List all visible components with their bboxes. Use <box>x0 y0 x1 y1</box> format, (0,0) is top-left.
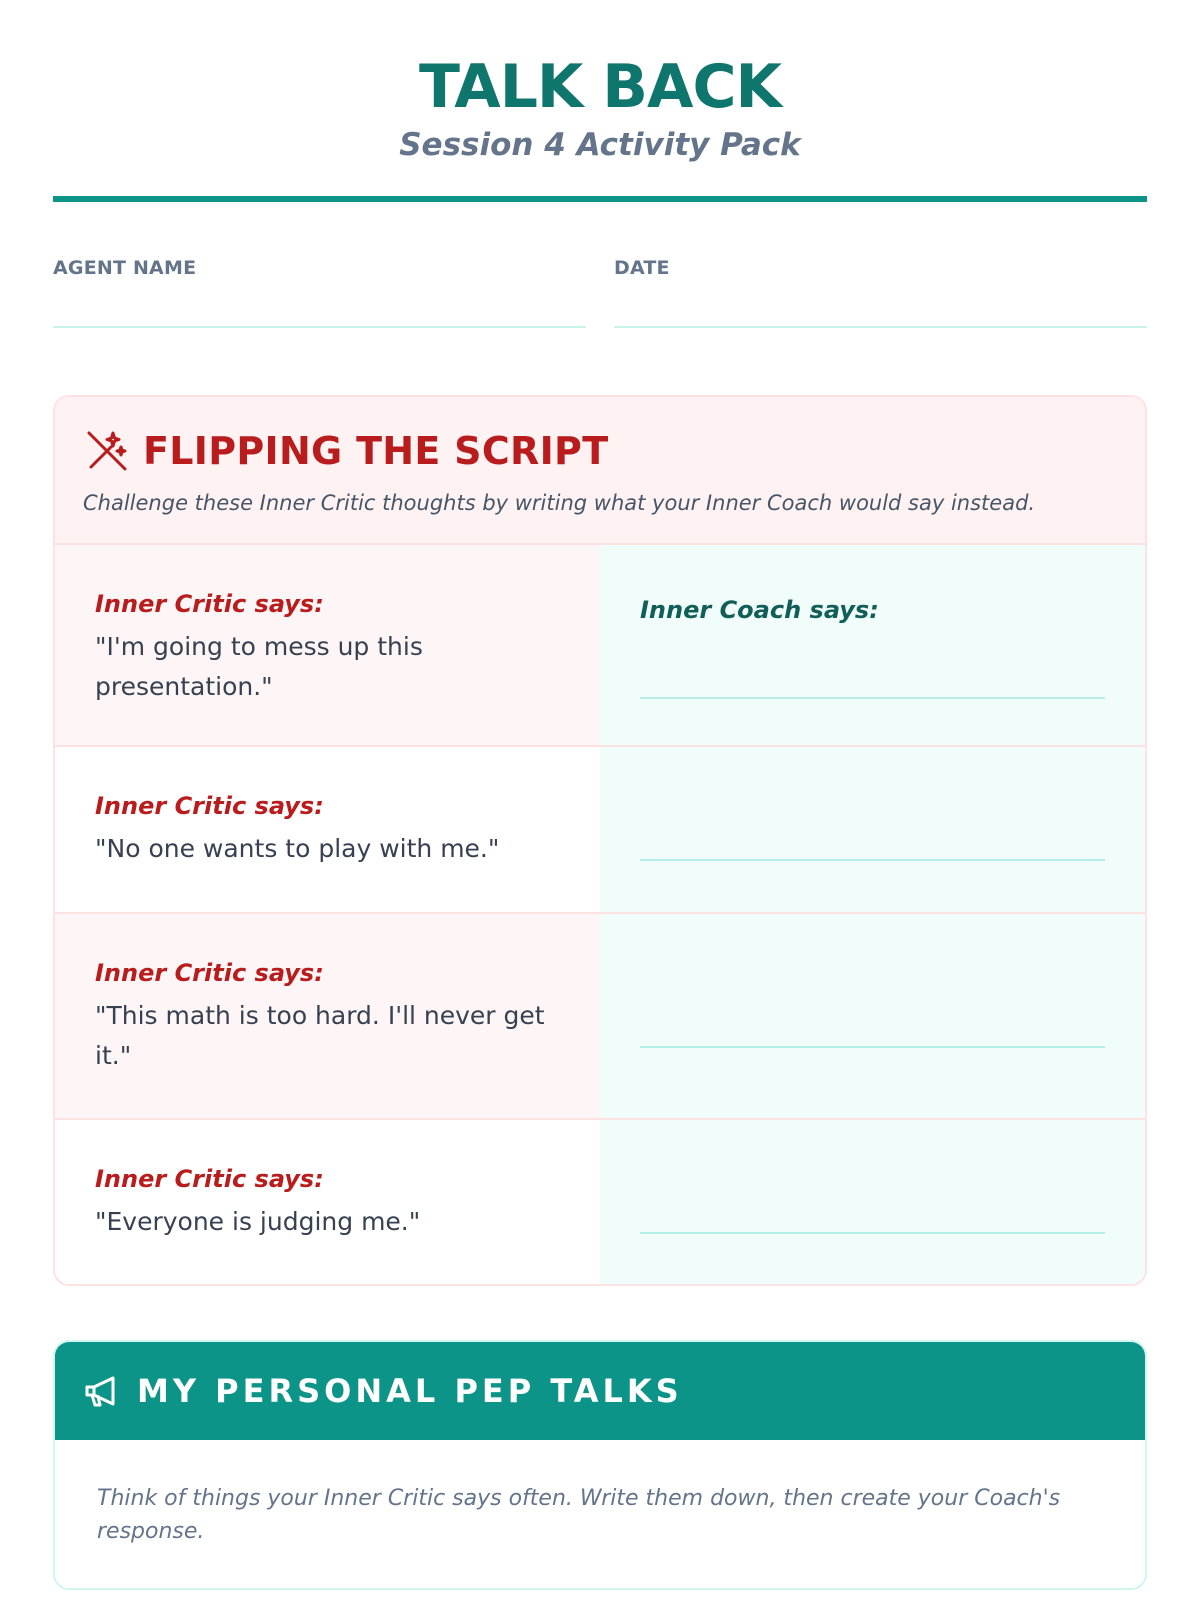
critic-label: Inner Critic says: <box>95 1165 324 1193</box>
critic-cell <box>55 545 600 745</box>
critic-quote: "Everyone is judging me." <box>95 1207 421 1236</box>
script-row <box>55 545 1145 747</box>
info-fields <box>53 256 1147 328</box>
critic-cell <box>55 747 600 912</box>
flipping-the-script-card <box>53 395 1147 1286</box>
pep-talks-description: Think of things your Inner Critic says often. Write them down, then create your Coach's response. <box>97 1486 1061 1544</box>
pep-talks-card <box>53 1340 1147 1590</box>
critic-cell <box>55 914 600 1118</box>
critic-label: Inner Critic says: <box>95 792 324 820</box>
megaphone-icon <box>83 1372 121 1410</box>
date-label: DATE <box>614 257 670 279</box>
coach-answer-line[interactable] <box>640 859 1105 861</box>
date-field[interactable] <box>614 256 1147 328</box>
script-section-title: FLIPPING THE SCRIPT <box>143 429 609 473</box>
cross-out-wand-icon <box>83 427 131 475</box>
page-header <box>53 52 1147 202</box>
agent-name-field[interactable] <box>53 256 586 328</box>
script-card-header <box>55 397 1145 545</box>
coach-cell[interactable] <box>600 914 1145 1118</box>
critic-quote: "No one wants to play with me." <box>95 834 500 863</box>
critic-cell <box>55 1120 600 1284</box>
page-subtitle: Session 4 Activity Pack <box>399 127 801 163</box>
coach-answer-line[interactable] <box>640 1046 1105 1048</box>
pep-talks-title: MY PERSONAL PEP TALKS <box>137 1372 683 1410</box>
coach-cell[interactable] <box>600 545 1145 745</box>
critic-quote: "This math is too hard. I'll never get it." <box>95 1001 545 1070</box>
script-section-description: Challenge these Inner Critic thoughts by writing what your Inner Coach would say instead. <box>83 491 1036 515</box>
script-row <box>55 747 1145 914</box>
pep-talks-body <box>55 1440 1145 1588</box>
coach-answer-line[interactable] <box>640 697 1105 699</box>
coach-cell[interactable] <box>600 1120 1145 1284</box>
coach-cell[interactable] <box>600 747 1145 912</box>
coach-label: Inner Coach says: <box>640 596 879 624</box>
critic-quote: "I'm going to mess up this presentation." <box>95 632 423 701</box>
activity-page <box>53 0 1147 1590</box>
agent-name-line[interactable] <box>53 326 586 328</box>
pep-talks-header <box>55 1342 1145 1440</box>
header-divider <box>53 196 1147 202</box>
agent-name-label: AGENT NAME <box>53 257 197 279</box>
critic-label: Inner Critic says: <box>95 959 324 987</box>
critic-label: Inner Critic says: <box>95 590 324 618</box>
date-line[interactable] <box>614 326 1147 328</box>
script-row <box>55 914 1145 1120</box>
coach-answer-line[interactable] <box>640 1232 1105 1234</box>
script-title-row <box>83 427 1117 475</box>
script-row <box>55 1120 1145 1284</box>
page-title: TALK BACK <box>418 52 781 122</box>
